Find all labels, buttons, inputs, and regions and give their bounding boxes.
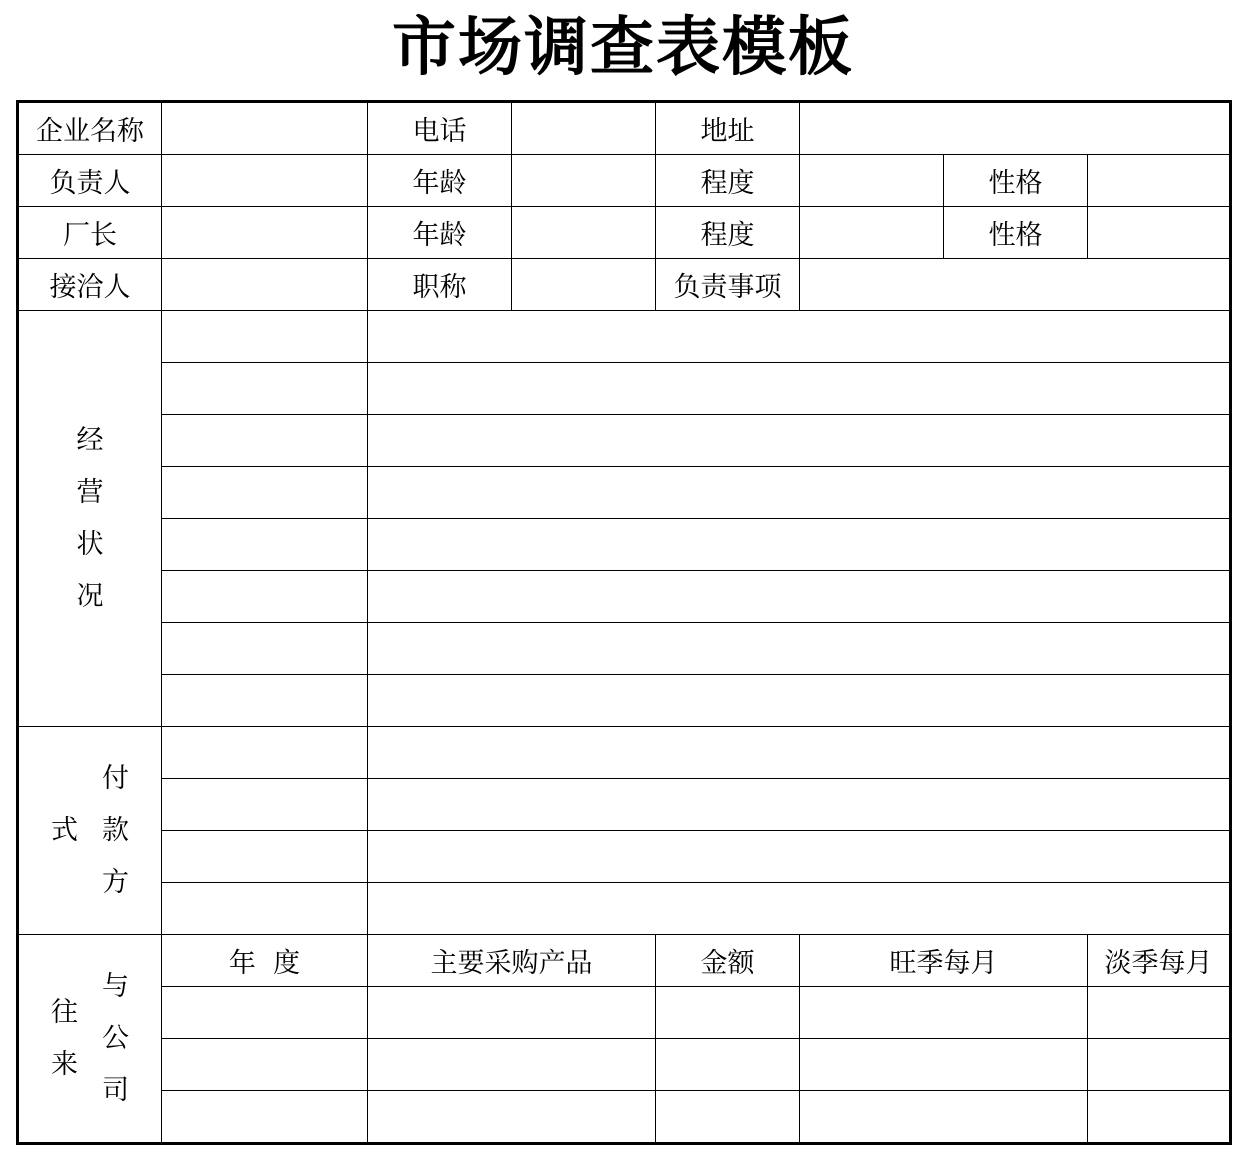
field-phone[interactable] <box>512 102 656 155</box>
row-business-status <box>18 519 1231 571</box>
payment-method-cell[interactable] <box>368 779 1231 831</box>
dealings-amount-cell[interactable] <box>656 1091 800 1144</box>
business-status-cell[interactable] <box>368 467 1231 519</box>
dealings-char: 司 <box>102 1074 129 1106</box>
dealings-products-cell[interactable] <box>368 1039 656 1091</box>
dealings-products-cell[interactable] <box>368 1091 656 1144</box>
dealings-peak-cell[interactable] <box>800 1039 1088 1091</box>
label-factory-director: 厂长 <box>18 207 162 259</box>
business-status-cell[interactable] <box>368 675 1231 727</box>
payment-method-cell[interactable] <box>162 779 368 831</box>
row-business-status <box>18 467 1231 519</box>
business-status-cell[interactable] <box>162 519 368 571</box>
label-business-status <box>18 311 162 727</box>
business-status-cell[interactable] <box>368 623 1231 675</box>
field-responsibilities[interactable] <box>800 259 1231 311</box>
row-company <box>18 102 1231 155</box>
dealings-peak-cell[interactable] <box>800 1091 1088 1144</box>
business-status-char: 经 <box>76 424 104 456</box>
business-status-cell[interactable] <box>368 519 1231 571</box>
dealings-off-cell[interactable] <box>1088 987 1231 1039</box>
row-company-dealings <box>18 1091 1231 1144</box>
field-degree[interactable] <box>800 155 944 207</box>
dealings-year-cell[interactable] <box>162 987 368 1039</box>
field-person-in-charge[interactable] <box>162 155 368 207</box>
row-company-dealings <box>18 987 1231 1039</box>
field-personality[interactable] <box>1088 207 1231 259</box>
label-degree: 程度 <box>656 207 800 259</box>
business-status-char: 营 <box>76 476 104 508</box>
business-status-cell[interactable] <box>162 415 368 467</box>
label-company-dealings <box>18 935 162 1144</box>
business-status-char: 况 <box>76 580 104 612</box>
field-degree[interactable] <box>800 207 944 259</box>
business-status-cell[interactable] <box>368 571 1231 623</box>
field-contact-person[interactable] <box>162 259 368 311</box>
row-factory-director <box>18 207 1231 259</box>
row-person-in-charge <box>18 155 1231 207</box>
label-address: 地址 <box>656 102 800 155</box>
label-job-title: 职称 <box>368 259 512 311</box>
field-address[interactable] <box>800 102 1231 155</box>
payment-method-cell[interactable] <box>368 883 1231 935</box>
payment-method-char: 付 <box>102 762 129 794</box>
field-company-name[interactable] <box>162 102 368 155</box>
row-business-status <box>18 623 1231 675</box>
payment-method-char: 式 <box>51 814 78 846</box>
payment-method-cell[interactable] <box>368 727 1231 779</box>
dealings-char: 来 <box>51 1048 78 1080</box>
row-company-dealings <box>18 1039 1231 1091</box>
row-payment-method <box>18 779 1231 831</box>
dealings-amount-cell[interactable] <box>656 1039 800 1091</box>
business-status-cell[interactable] <box>162 467 368 519</box>
header-off-season-monthly: 淡季每月 <box>1088 935 1231 987</box>
row-payment-method <box>18 727 1231 779</box>
field-factory-director[interactable] <box>162 207 368 259</box>
label-personality: 性格 <box>944 155 1088 207</box>
payment-method-char: 款 <box>102 814 129 846</box>
dealings-year-cell[interactable] <box>162 1039 368 1091</box>
row-business-status <box>18 311 1231 363</box>
header-year: 年 度 <box>162 935 368 987</box>
payment-method-char: 方 <box>102 866 129 898</box>
payment-method-cell[interactable] <box>368 831 1231 883</box>
label-personality: 性格 <box>944 207 1088 259</box>
dealings-off-cell[interactable] <box>1088 1039 1231 1091</box>
label-payment-method <box>18 727 162 935</box>
dealings-peak-cell[interactable] <box>800 987 1088 1039</box>
label-company-name: 企业名称 <box>18 102 162 155</box>
business-status-char: 状 <box>76 528 104 560</box>
label-age: 年龄 <box>368 207 512 259</box>
row-business-status <box>18 363 1231 415</box>
row-business-status <box>18 415 1231 467</box>
payment-method-cell[interactable] <box>162 883 368 935</box>
dealings-char: 与 <box>102 970 129 1002</box>
label-phone: 电话 <box>368 102 512 155</box>
page-title: 市场调查表模板 <box>392 11 854 85</box>
row-business-status <box>18 571 1231 623</box>
label-age: 年龄 <box>368 155 512 207</box>
business-status-cell[interactable] <box>368 311 1231 363</box>
business-status-cell[interactable] <box>368 415 1231 467</box>
header-amount: 金额 <box>656 935 800 987</box>
row-payment-method <box>18 831 1231 883</box>
field-age[interactable] <box>512 155 656 207</box>
field-age[interactable] <box>512 207 656 259</box>
field-personality[interactable] <box>1088 155 1231 207</box>
dealings-char: 往 <box>51 996 78 1028</box>
business-status-cell[interactable] <box>162 675 368 727</box>
field-job-title[interactable] <box>512 259 656 311</box>
business-status-cell[interactable] <box>162 363 368 415</box>
payment-method-cell[interactable] <box>162 831 368 883</box>
row-contact-person <box>18 259 1231 311</box>
label-responsibilities: 负责事项 <box>656 259 800 311</box>
dealings-char: 公 <box>102 1022 129 1054</box>
header-peak-season-monthly: 旺季每月 <box>800 935 1088 987</box>
label-person-in-charge: 负责人 <box>18 155 162 207</box>
header-main-products: 主要采购产品 <box>368 935 656 987</box>
business-status-cell[interactable] <box>162 311 368 363</box>
market-survey-table <box>16 100 1232 1145</box>
row-company-dealings-header <box>18 935 1231 987</box>
business-status-cell[interactable] <box>162 623 368 675</box>
dealings-off-cell[interactable] <box>1088 1091 1231 1144</box>
label-degree: 程度 <box>656 155 800 207</box>
business-status-cell[interactable] <box>368 363 1231 415</box>
dealings-products-cell[interactable] <box>368 987 656 1039</box>
dealings-amount-cell[interactable] <box>656 987 800 1039</box>
label-contact-person: 接洽人 <box>18 259 162 311</box>
row-payment-method <box>18 883 1231 935</box>
dealings-year-cell[interactable] <box>162 1091 368 1144</box>
payment-method-cell[interactable] <box>162 727 368 779</box>
row-business-status <box>18 675 1231 727</box>
business-status-cell[interactable] <box>162 571 368 623</box>
